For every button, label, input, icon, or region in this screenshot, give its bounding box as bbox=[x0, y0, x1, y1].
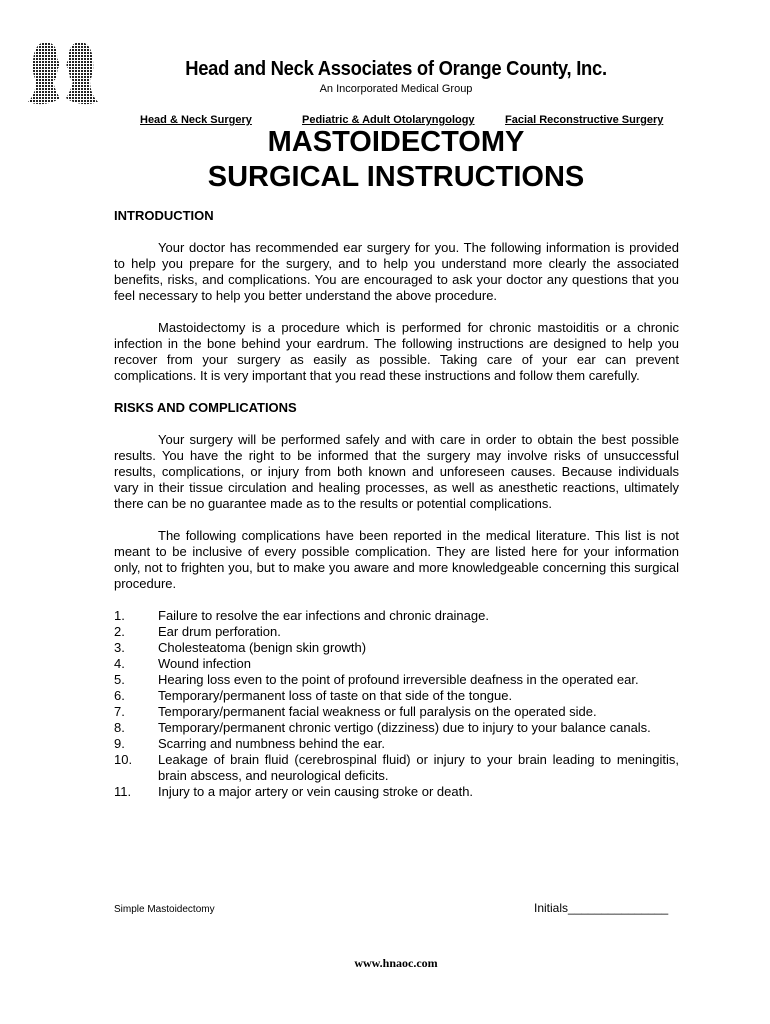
specialty-facial-reconstructive: Facial Reconstructive Surgery bbox=[505, 114, 664, 126]
list-item bbox=[114, 656, 679, 672]
specialty-otolaryngology: Pediatric & Adult Otolaryngology bbox=[302, 114, 475, 126]
list-item bbox=[114, 784, 679, 800]
list-number: 4. bbox=[114, 656, 125, 671]
complications-list bbox=[114, 608, 679, 800]
list-text: Injury to a major artery or vein causing stroke or death. bbox=[158, 784, 474, 799]
list-number: 5. bbox=[114, 672, 125, 687]
introduction-heading: INTRODUCTION bbox=[114, 208, 214, 223]
list-item bbox=[114, 672, 679, 688]
document-title: MASTOIDECTOMY bbox=[267, 126, 525, 158]
two-facing-heads-logo-icon bbox=[24, 40, 102, 108]
risks-paragraph-2: The following complications have been reported in the medical literature. This list is not meant to be inclusive of every possible complication. They are listed here for your information only, not to frighten you, but to make you aware and more knowledgeable concerning this surgical procedure. bbox=[114, 528, 679, 591]
list-text: Temporary/permanent chronic vertigo (dizziness) due to injury to your balance canals. bbox=[158, 720, 651, 735]
list-item bbox=[114, 752, 679, 784]
risks-paragraph-1: Your surgery will be performed safely and with care in order to obtain the best possible results. You have the right to be informed that the surgery may involve risks of unsuccessful results, complications, or injury from both known and unforeseen causes. Because individuals vary in their tissue circulation and healing processes, as well as anesthetic reactions, ultimately there can be no guarantee made as to the results or potential complications. bbox=[114, 432, 679, 511]
footer-initials-line: Initials_______________ bbox=[534, 901, 669, 915]
list-item bbox=[114, 736, 679, 752]
list-item bbox=[114, 704, 679, 720]
list-number: 7. bbox=[114, 704, 125, 719]
introduction-paragraph-1: Your doctor has recommended ear surgery for you. The following information is provided to help you prepare for the surgery, and to help you understand more clearly the associated benefits, risks, and complications. You are encouraged to ask your doctor any questions that you feel necessary to help you better understand the above procedure. bbox=[114, 240, 679, 303]
list-item bbox=[114, 688, 679, 704]
list-number: 10. bbox=[114, 752, 133, 767]
list-item bbox=[114, 624, 679, 640]
introduction-paragraph-2: Mastoidectomy is a procedure which is performed for chronic mastoiditis or a chronic infection in the bone behind your eardrum. The following instructions are designed to help you recover from your surgery as easily as possible. Taking care of your ear can prevent complications. It is very important that you read these instructions and follow them carefully. bbox=[114, 320, 679, 383]
list-text: Failure to resolve the ear infections and chronic drainage. bbox=[158, 608, 489, 623]
list-number: 2. bbox=[114, 624, 125, 639]
list-number: 9. bbox=[114, 736, 125, 751]
list-text: Leakage of brain fluid (cerebrospinal fluid) or injury to your brain leading to meningitis, brain abscess, and neurological deficits. bbox=[158, 752, 679, 783]
list-text: Temporary/permanent facial weakness or full paralysis on the operated side. bbox=[158, 704, 597, 719]
list-number: 1. bbox=[114, 608, 125, 623]
list-number: 11. bbox=[114, 784, 132, 799]
organization-subtitle: An Incorporated Medical Group bbox=[319, 83, 473, 95]
list-text: Hearing loss even to the point of profound irreversible deafness in the operated ear. bbox=[158, 672, 639, 687]
list-text: Wound infection bbox=[158, 656, 251, 671]
list-item bbox=[114, 640, 679, 656]
footer-document-name: Simple Mastoidectomy bbox=[114, 904, 215, 915]
document-subtitle: SURGICAL INSTRUCTIONS bbox=[207, 161, 585, 193]
list-text: Temporary/permanent loss of taste on that side of the tongue. bbox=[158, 688, 513, 703]
list-text: Cholesteatoma (benign skin growth) bbox=[158, 640, 367, 655]
risks-heading: RISKS AND COMPLICATIONS bbox=[114, 400, 297, 415]
footer-website: www.hnaoc.com bbox=[354, 956, 438, 970]
list-text: Ear drum perforation. bbox=[158, 624, 281, 639]
list-number: 3. bbox=[114, 640, 125, 655]
list-item bbox=[114, 608, 679, 624]
list-item bbox=[114, 720, 679, 736]
list-number: 8. bbox=[114, 720, 125, 735]
list-number: 6. bbox=[114, 688, 125, 703]
list-text: Scarring and numbness behind the ear. bbox=[158, 736, 385, 751]
organization-name: Head and Neck Associates of Orange County, Inc. bbox=[185, 58, 607, 80]
specialty-head-neck-surgery: Head & Neck Surgery bbox=[140, 114, 252, 126]
document-body bbox=[114, 208, 679, 800]
